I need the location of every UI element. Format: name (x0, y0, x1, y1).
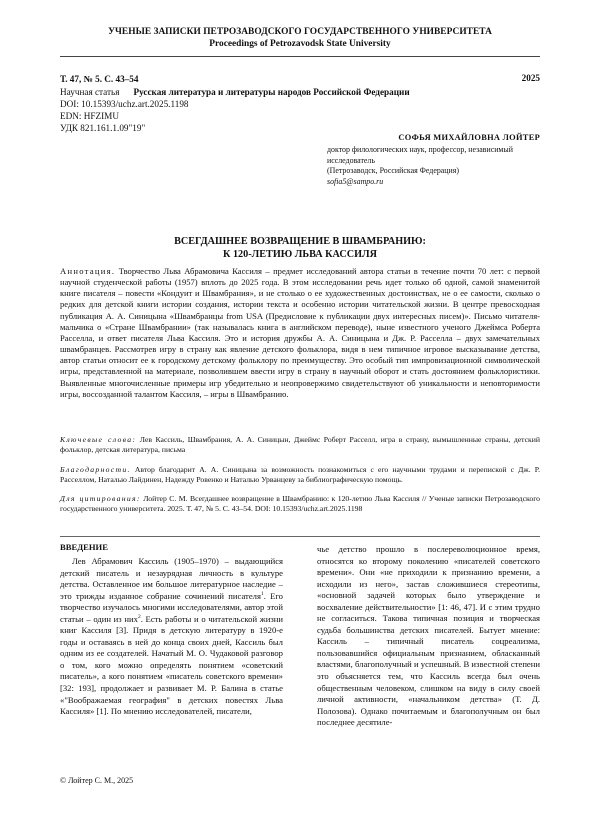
author-email[interactable]: sofia5@sampo.ru (327, 176, 384, 186)
article-type: Научная статья (60, 87, 120, 97)
intro-heading: ВВЕДЕНИЕ (60, 542, 108, 552)
abstract (60, 266, 540, 400)
intro-p1-part-c: . Есть работы и о читательской жизни книг Кассиля [3]. Придя в детскую литературу в 1920-е годы и оставаясь в ней до конца своих дней, Кассиль был одним из ее создателей. Начатый М. О. Чудаковой разговор о том, кого можно определять понятием «советский писатель», а кого понятием «писатель советского времени» [32: 193], продолжает и развивает М. Р. Балина в статье «"Воображаемая география" в детских повестях Льва Кассиля» [1]. По мнению исследователей, писатели, (60, 613, 283, 717)
author-name: СОФЬЯ МИХАЙЛОВНА ЛОЙТЕР (398, 133, 540, 142)
acknowledgments (60, 465, 540, 485)
section-rule (60, 536, 540, 537)
intro-left-column (60, 556, 283, 718)
edn: EDN: HFZIMU (60, 111, 119, 121)
citation (60, 494, 540, 514)
abstract-label: Аннотация. (60, 266, 116, 276)
intro-p1-part-a: Лев Абрамович Кассиль (1905–1970) – выдающийся детский писатель и незаурядная личность в культуре детства. Оставленное им большое литературное наследие – это трижды изданное собрание сочинений писателя (60, 556, 283, 601)
acknowledgments-text: Автор благодарит А. А. Синицына за возможность познакомиться с его научными трудами и перепиской с Дж. Р. Расселлом, Наталью Лайдинен, Надежду Ровенко и Наталью Урванцеву за библиографическую помощь. (60, 465, 541, 484)
keywords-text: Лев Кассиль, Швамбрания, А. А. Синицын, Джеймс Роберт Расселл, игра в страну, вымышленные страны, детский фольклор, детская литература, письма (60, 435, 541, 454)
journal-title-ru: УЧЕНЫЕ ЗАПИСКИ ПЕТРОЗАВОДСКОГО ГОСУДАРСТВЕННОГО УНИВЕРСИТЕТА (108, 27, 492, 37)
intro-paragraph-2: чье детство прошло в послереволюционное время, относятся ко второму поколению «писателей советского времени». Они «не приходили к признанию времени, а исходили из него», застав сложившиеся стереотипы, «основной задачей которых было утверждение и восхваление действительности» [1: 46, 47]. И с этим трудно не согласиться. Такова типичная позиция и творческая судьба большинства детских писателей. Бытует мнение: Кассиль – типичный писатель соцреализма, пользовавшийся официальным признанием, обласканный властями, благополучный и успешный. В известной степени это объясняется тем, что Кассиль всегда был очень общественным человеком, слишком на виду в силу своей личной активности, «начальником детства» (Т. Д. Полозова). Однако почитаемым и благополучным он был последнее десятиле- (317, 544, 540, 728)
author-location: (Петрозаводск, Российская Федерация) (327, 166, 459, 176)
copyright: © Лойтер С. М., 2025 (60, 776, 134, 785)
footnote-2[interactable]: 2 (137, 613, 141, 620)
footnote-1[interactable]: 1 (260, 590, 264, 597)
header-rule (60, 56, 540, 57)
journal-title-en: Proceedings of Petrozavodsk State University (209, 39, 391, 49)
issue-info: Т. 47, № 5. С. 43–54 (60, 74, 139, 84)
citation-label: Для цитирования: (60, 494, 141, 503)
intro-right-column (317, 544, 540, 729)
keywords (60, 435, 540, 455)
intro-paragraph-1 (60, 556, 283, 718)
udc: УДК 821.161.1.09"19" (60, 123, 146, 133)
title-line-1: ВСЕГДАШНЕЕ ВОЗВРАЩЕНИЕ В ШВАМБРАНИЮ: (174, 236, 426, 247)
citation-text: Лойтер С. М. Всегдашнее возвращение в Швамбранию: к 120-летию Льва Кассиля // Ученые записки Петрозаводского государственного университета. 2025. Т. 47, № 5. С. 43–54. DOI: 10.15393/uchz.art.2025.1198 (60, 494, 541, 513)
issue-year: 2025 (521, 73, 540, 83)
article-type-line (60, 86, 410, 98)
keywords-label: Ключевые слова: (60, 435, 137, 444)
acknowledgments-label: Благодарности. (60, 465, 131, 474)
article-title (60, 235, 540, 261)
title-line-2: К 120-ЛЕТИЮ ЛЬВА КАССИЛЯ (223, 249, 377, 260)
article-section: Русская литература и литературы народов Российской Федерации (133, 87, 410, 97)
author-degree: доктор филологических наук, профессор, независимый исследователь (327, 145, 513, 165)
author-affiliation (327, 145, 540, 187)
doi[interactable]: DOI: 10.15393/uchz.art.2025.1198 (60, 99, 189, 109)
intro-p1-part-b: . Его творчество изучалось многими исследователями, автор этой статьи – один из них (60, 590, 283, 624)
abstract-text: Творчество Льва Абрамовича Кассиля – предмет исследований автора статьи в течение почти 70 лет: с первой научной студенческой работы (1957) вплоть до 2025 года. В этом исследовании речь идет только об одной, самой знаменитой книге писателя – повести «Кондуит и Швамбрания», и не столько о ее художественных достоинствах, не о ее самости, сколько о редких для детской книги истории создания, истории текста и особенно истории читательской жизни. В центре превосходная публикация А. А. Синицына «Швамбранцы from USA (Предисловие к публикации двух интересных писем)». Письмо читателя-мальчика о «Стране Швамбрании» (так называлась книга в английском переводе), ныне известного ученого Джеймса Роберта Расселла, и ответ писателя Льва Кассиля. Это и история дружбы А. А. Синицына и Дж. Р. Расселла – двух замечательных швамбранцев. Рассмотрев игру в страну как явление детского фольклора, видя в нем типичное игровое высказывание детства, автор статьи относит ее к городскому детскому фольклору по преимуществу. Это особый тип импровизационной символической игры, представленной на материале, позволившем ввести игру в страну в научный оборот и стать достоянием фольклористики. Выявленные многочисленные примеры игр убедительно и неопровержимо свидетельствуют об уникальности и неповторимости игры, воссозданной талантом Кассиля, – игры в Швамбранию. (60, 266, 540, 399)
